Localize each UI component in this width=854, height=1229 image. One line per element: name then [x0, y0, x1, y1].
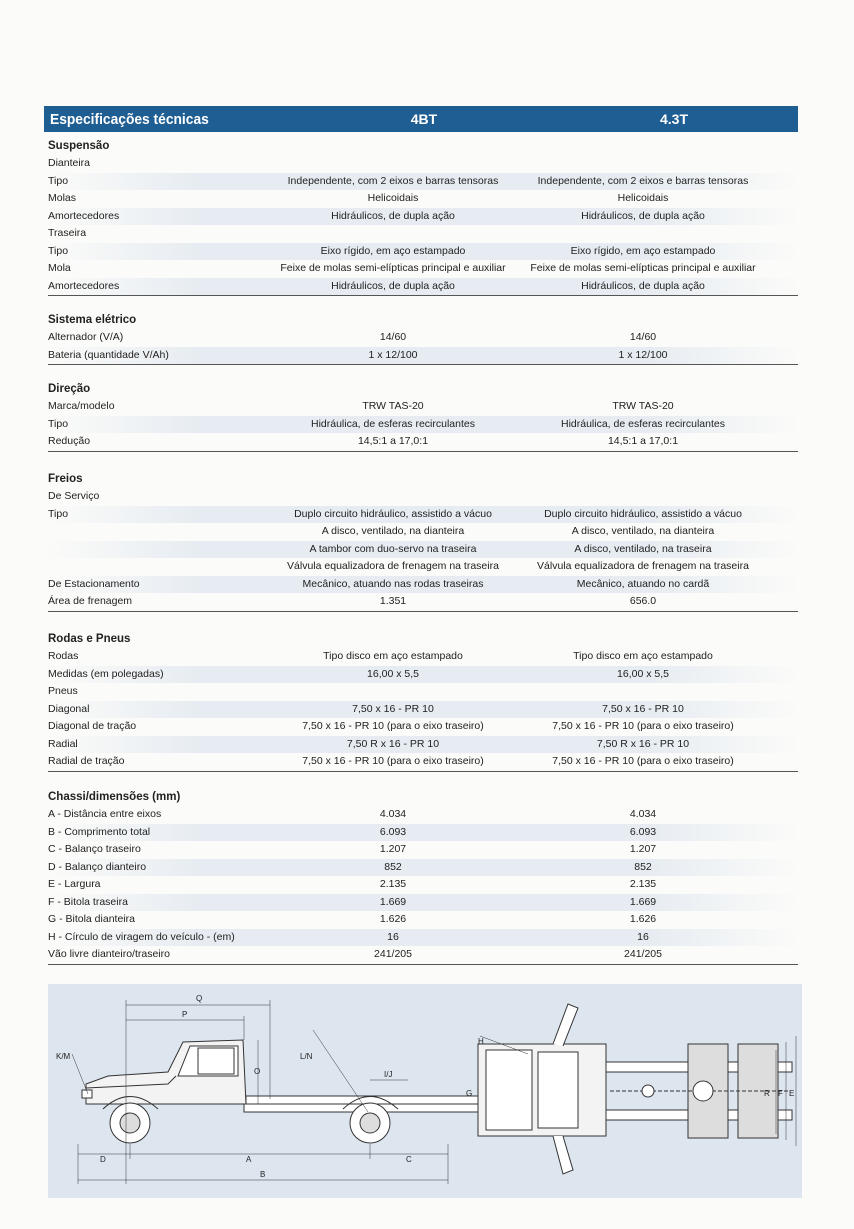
spec-row [48, 278, 798, 296]
truck-top-view [478, 1004, 795, 1174]
spec-row [48, 876, 798, 894]
section-3 [48, 470, 798, 612]
spec-value-4bt: TRW TAS-20 [362, 400, 424, 412]
spec-value-4bt: 7,50 x 16 - PR 10 (para o eixo traseiro) [302, 720, 484, 732]
spec-label: De Estacionamento [48, 577, 140, 590]
spec-value-43t: 7,50 x 16 - PR 10 [602, 702, 684, 715]
spec-row [48, 736, 798, 754]
spec-value-4bt: 2.135 [379, 878, 407, 890]
spec-value-43t: 7,50 R x 16 - PR 10 [596, 737, 690, 750]
spec-label: D - Balanço dianteiro [48, 860, 147, 873]
section-title: Direção [48, 383, 91, 395]
spec-label: Radial de tração [48, 755, 125, 767]
spec-row [48, 260, 798, 278]
section-title: Sistema elétrico [48, 314, 137, 326]
spec-value-43t: 852 [634, 860, 652, 873]
spec-row [48, 155, 798, 173]
spec-value-43t: Hidráulica, de esferas recirculantes [561, 417, 725, 430]
spec-label [48, 558, 248, 576]
spec-label: Área de frenagem [48, 595, 133, 607]
section-title: Rodas e Pneus [48, 633, 131, 645]
spec-value-43t: TRW TAS-20 [612, 400, 674, 412]
spec-row [48, 488, 798, 506]
spec-label: F - Bitola traseira [48, 895, 128, 908]
spec-label: Vão livre dianteiro/traseiro [48, 948, 170, 960]
spec-label: Medidas (em polegadas) [48, 667, 164, 680]
spec-value-43t: Eixo rígido, em aço estampado [570, 244, 716, 257]
spec-label: Traseira [48, 227, 87, 239]
spec-value-43t: Helicoidais [617, 192, 669, 204]
spec-value-43t: 14,5:1 a 17,0:1 [607, 435, 679, 447]
spec-value-4bt: 14/60 [379, 331, 407, 343]
spec-value-43t: Hidráulicos, de dupla ação [581, 279, 705, 292]
spec-label: C - Balanço traseiro [48, 843, 141, 855]
spec-value-4bt: Eixo rígido, em aço estampado [320, 244, 466, 257]
spec-row [48, 347, 798, 365]
spec-value-43t: A disco, ventilado, na dianteira [571, 525, 715, 537]
spec-row [48, 718, 798, 736]
spec-label: Alternador (V/A) [48, 331, 124, 343]
spec-value-43t: 14/60 [629, 331, 657, 343]
spec-label: Radial [48, 737, 78, 750]
label-f: F [778, 1089, 783, 1098]
spec-label: Tipo [48, 507, 69, 520]
spec-row [48, 911, 798, 929]
spec-value-4bt: 1.626 [379, 913, 407, 925]
label-q: Q [196, 994, 203, 1003]
spec-label: B - Comprimento total [48, 825, 151, 838]
spec-label: Redução [48, 435, 91, 447]
spec-value-4bt: 852 [384, 860, 402, 873]
spec-row [48, 173, 798, 191]
spec-value-4bt: 1.351 [379, 595, 407, 607]
spec-value-43t: 1 x 12/100 [618, 348, 668, 361]
spec-value-4bt: 6.093 [379, 825, 407, 838]
spec-row [48, 666, 798, 684]
spec-table-header [44, 106, 798, 132]
spec-row [48, 841, 798, 859]
spec-value-43t: 6.093 [629, 825, 657, 838]
spec-label: Rodas [48, 650, 79, 662]
spec-label: Marca/modelo [48, 400, 115, 412]
spec-value-43t: 241/205 [624, 948, 662, 960]
spec-value-4bt: Duplo circuito hidráulico, assistido a vácuo [294, 507, 492, 520]
spec-row [48, 416, 798, 434]
spec-row [48, 329, 798, 347]
label-ij: I/J [384, 1070, 393, 1079]
spec-label: Mola [48, 262, 71, 274]
spec-label: Dianteira [48, 157, 91, 169]
label-a: A [246, 1155, 252, 1164]
spec-value-43t: 2.135 [629, 878, 657, 890]
spec-value-43t: 7,50 x 16 - PR 10 (para o eixo traseiro) [552, 720, 734, 732]
spec-value-4bt: 1 x 12/100 [368, 348, 418, 361]
spec-row [48, 541, 798, 559]
spec-value-43t: Independente, com 2 eixos e barras tensoras [537, 174, 749, 187]
spec-value-4bt: 7,50 R x 16 - PR 10 [346, 737, 440, 750]
spec-label [48, 541, 248, 559]
spec-value-4bt: Hidráulicos, de dupla ação [331, 279, 455, 292]
label-p: P [182, 1010, 188, 1019]
label-g: G [466, 1089, 473, 1098]
spec-row [48, 190, 798, 208]
spec-row [48, 683, 798, 701]
spec-value-43t: 16,00 x 5,5 [617, 667, 669, 680]
spec-value-4bt: 1.207 [379, 843, 407, 855]
label-o: O [254, 1067, 261, 1076]
spec-row [48, 506, 798, 524]
label-c: C [406, 1155, 412, 1164]
spec-label: De Serviço [48, 490, 100, 502]
spec-label: Amortecedores [48, 279, 120, 292]
spec-row [48, 558, 798, 576]
spec-value-4bt: Mecânico, atuando nas rodas traseiras [302, 577, 484, 590]
spec-value-4bt: 7,50 x 16 - PR 10 (para o eixo traseiro) [302, 755, 484, 767]
spec-value-4bt: 14,5:1 a 17,0:1 [357, 435, 429, 447]
spec-label: A - Distância entre eixos [48, 808, 162, 820]
label-b: B [260, 1170, 266, 1179]
header-column-43t: 4.3T [659, 111, 688, 127]
spec-label: Pneus [48, 685, 78, 697]
truck-drawings [48, 984, 802, 1198]
spec-value-4bt: 16,00 x 5,5 [367, 667, 419, 680]
spec-value-4bt: 16 [387, 930, 399, 943]
spec-value-4bt [268, 155, 518, 173]
spec-value-43t: 1.626 [629, 913, 657, 925]
spec-value-43t: Válvula equalizadora de frenagem na traseira [537, 560, 749, 572]
spec-row [48, 929, 798, 947]
spec-value-43t: Mecânico, atuando no cardã [576, 577, 710, 590]
spec-value-4bt: Feixe de molas semi-elípticas principal e auxiliar [280, 262, 506, 274]
spec-label: Bateria (quantidade V/Ah) [48, 348, 169, 361]
vehicle-dimension-diagram [48, 984, 802, 1198]
spec-row [48, 701, 798, 719]
section-0 [48, 137, 798, 296]
section-5 [48, 788, 798, 965]
spec-value-4bt: Helicoidais [367, 192, 419, 204]
spec-row [48, 824, 798, 842]
spec-label: Amortecedores [48, 209, 120, 222]
spec-label: Tipo [48, 174, 69, 187]
spec-row [48, 523, 798, 541]
spec-row [48, 859, 798, 877]
spec-label [48, 523, 248, 541]
label-d: D [100, 1155, 106, 1164]
label-e: E [789, 1089, 795, 1098]
truck-side-view [82, 1040, 486, 1143]
label-r: R [764, 1089, 770, 1098]
spec-value-43t: 16 [637, 930, 649, 943]
spec-value-43t: A disco, ventilado, na traseira [574, 542, 712, 555]
spec-value-43t [518, 488, 768, 506]
label-km: K/M [56, 1052, 71, 1061]
spec-value-4bt: 241/205 [374, 948, 412, 960]
spec-value-43t [518, 155, 768, 173]
spec-value-4bt: Hidráulicos, de dupla ação [331, 209, 455, 222]
spec-label: Tipo [48, 244, 69, 257]
spec-value-4bt: Válvula equalizadora de frenagem na traseira [287, 560, 499, 572]
label-h: H [478, 1037, 484, 1046]
section-1 [48, 311, 798, 365]
section-title: Chassi/dimensões (mm) [48, 791, 181, 803]
spec-value-43t: Tipo disco em aço estampado [573, 650, 713, 662]
spec-value-4bt [268, 225, 518, 243]
spec-value-4bt [268, 488, 518, 506]
spec-value-4bt [268, 683, 518, 701]
spec-value-43t [518, 683, 768, 701]
spec-row [48, 593, 798, 611]
section-4 [48, 630, 798, 772]
spec-label: Tipo [48, 417, 69, 430]
spec-row [48, 946, 798, 964]
spec-value-4bt: 1.669 [379, 895, 407, 908]
spec-row [48, 398, 798, 416]
spec-row [48, 806, 798, 824]
spec-value-4bt: Independente, com 2 eixos e barras tensoras [287, 174, 499, 187]
spec-row [48, 243, 798, 261]
spec-value-43t: 7,50 x 16 - PR 10 (para o eixo traseiro) [552, 755, 734, 767]
spec-value-43t: Feixe de molas semi-elípticas principal e auxiliar [530, 262, 756, 274]
spec-value-43t: 1.207 [629, 843, 657, 855]
spec-row [48, 576, 798, 594]
section-title: Suspensão [48, 140, 110, 152]
spec-row [48, 208, 798, 226]
label-ln: L/N [300, 1052, 313, 1061]
spec-value-4bt: Tipo disco em aço estampado [323, 650, 463, 662]
spec-label: E - Largura [48, 878, 101, 890]
spec-row [48, 648, 798, 666]
spec-label: Diagonal de tração [48, 720, 137, 732]
header-title: Especificações técnicas [50, 110, 209, 128]
spec-label: Molas [48, 192, 77, 204]
spec-value-4bt: A disco, ventilado, na dianteira [321, 525, 465, 537]
spec-value-43t: Hidráulicos, de dupla ação [581, 209, 705, 222]
spec-value-4bt: Hidráulica, de esferas recirculantes [311, 417, 475, 430]
spec-row [48, 433, 798, 451]
spec-value-43t: 1.669 [629, 895, 657, 908]
spec-row [48, 894, 798, 912]
spec-value-4bt: 7,50 x 16 - PR 10 [352, 702, 434, 715]
spec-row [48, 753, 798, 771]
spec-value-43t: 656.0 [629, 595, 657, 607]
spec-value-4bt: 4.034 [379, 808, 407, 820]
spec-label: Diagonal [48, 702, 90, 715]
section-title: Freios [48, 473, 83, 485]
header-column-4bt: 4BT [410, 111, 438, 127]
section-2 [48, 380, 798, 452]
spec-value-4bt: A tambor com duo-servo na traseira [309, 542, 477, 555]
spec-label: G - Bitola dianteira [48, 913, 135, 925]
spec-row [48, 225, 798, 243]
spec-value-43t: 4.034 [629, 808, 657, 820]
spec-label: H - Círculo de viragem do veículo - (em) [48, 930, 235, 943]
spec-value-43t: Duplo circuito hidráulico, assistido a vácuo [544, 507, 742, 520]
spec-value-43t [518, 225, 768, 243]
